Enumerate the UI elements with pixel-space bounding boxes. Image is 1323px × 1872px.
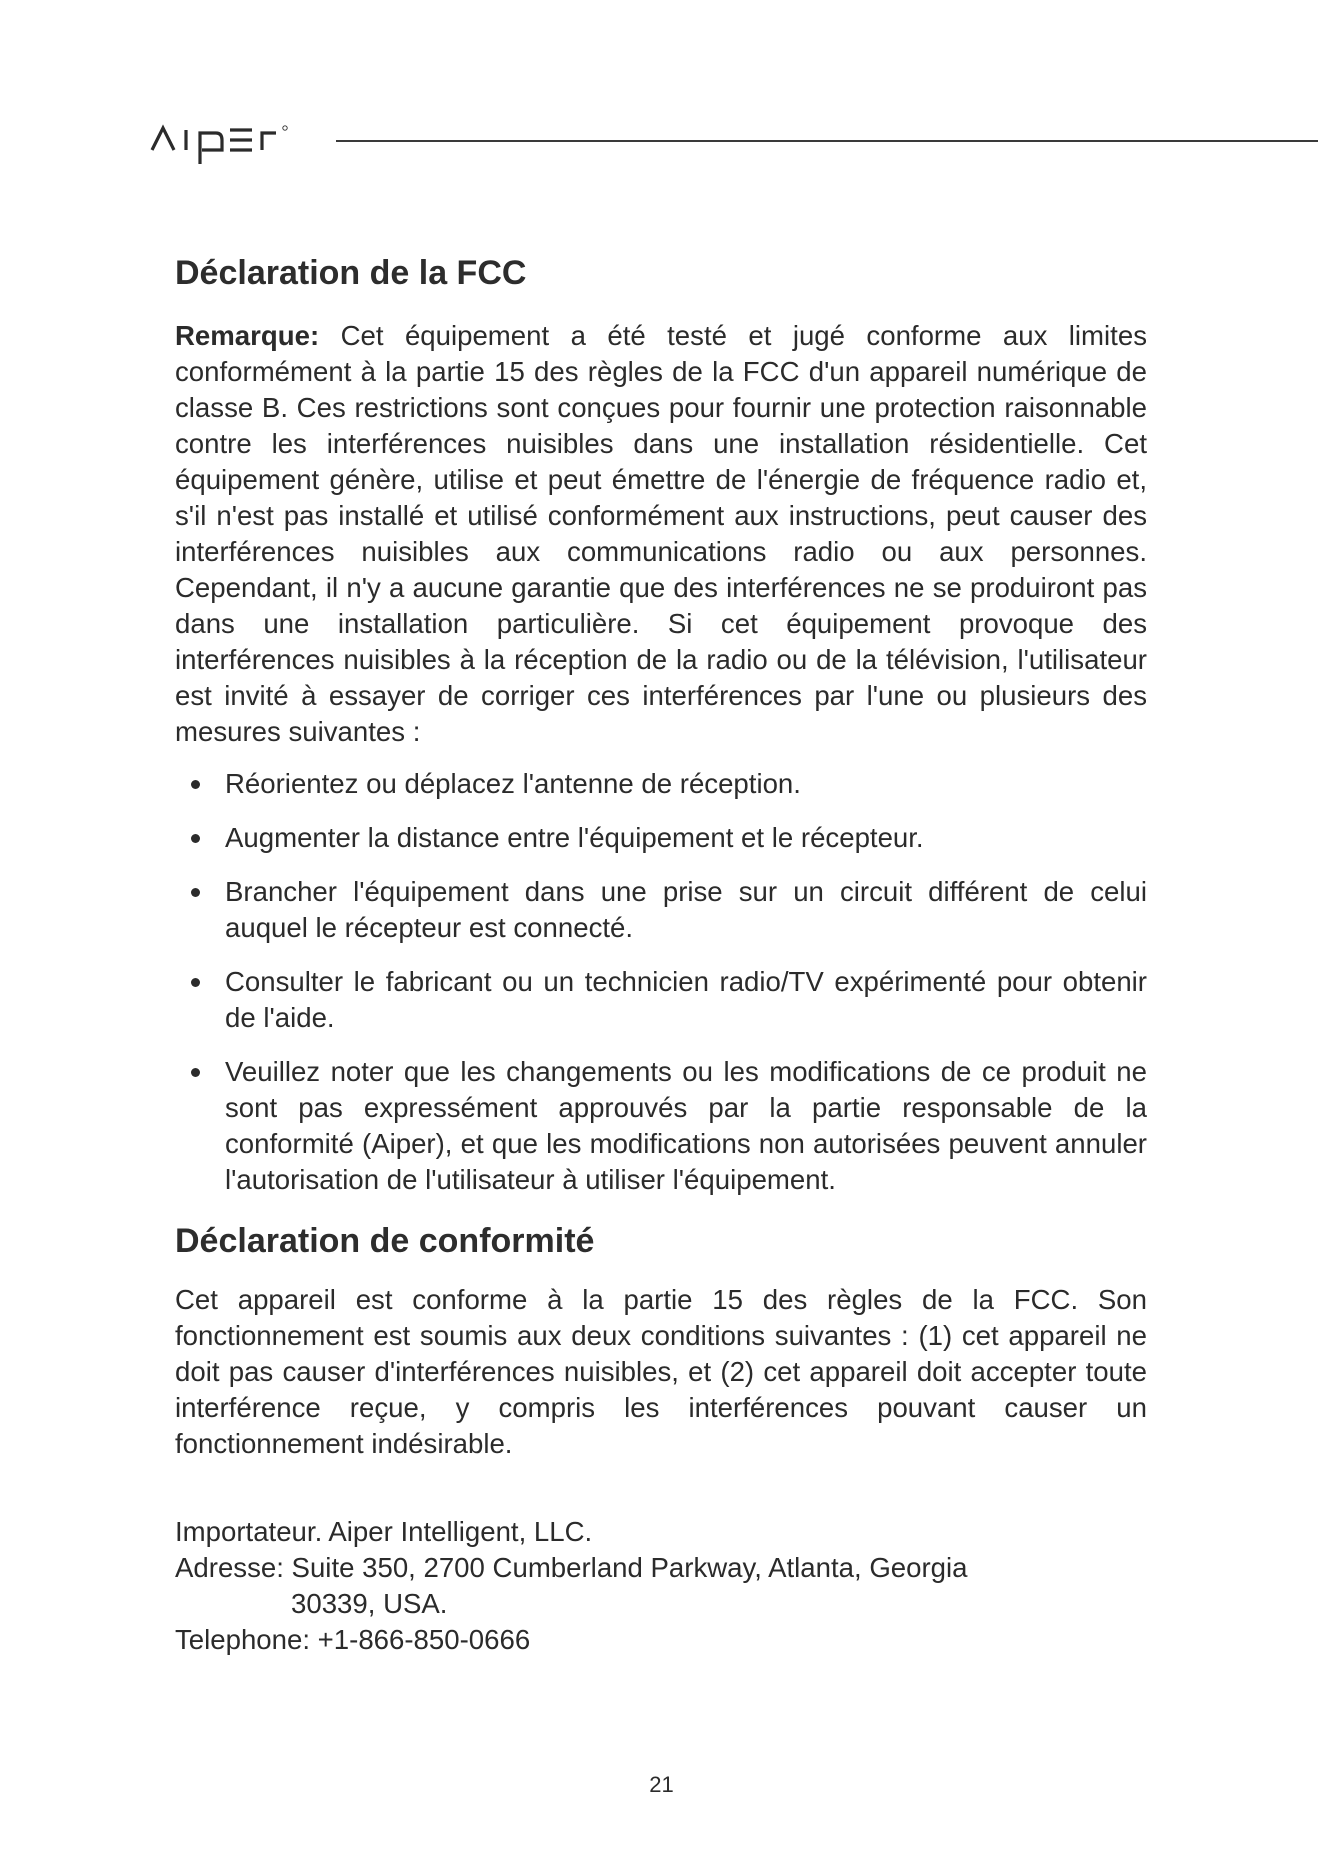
- header-divider: [336, 140, 1318, 142]
- address-line-continued: 30339, USA.: [291, 1588, 448, 1619]
- importer-info: [175, 1514, 1147, 1658]
- aiper-logo: [150, 118, 320, 168]
- list-item-text: Réorientez ou déplacez l'antenne de réception.: [225, 768, 801, 799]
- bullet-icon: [191, 978, 200, 987]
- address-line: Adresse: Suite 350, 2700 Cumberland Parkway, Atlanta, Georgia: [175, 1552, 968, 1583]
- measures-list: [175, 766, 1147, 1198]
- bullet-icon: [191, 780, 200, 789]
- page-header: [150, 118, 1170, 168]
- list-item: [175, 820, 1147, 856]
- list-item-text: Consulter le fabricant ou un technicien radio/TV expérimenté pour obtenir de l'aide.: [225, 966, 1147, 1033]
- list-item-text: Augmenter la distance entre l'équipement et le récepteur.: [225, 822, 924, 853]
- bullet-icon: [191, 834, 200, 843]
- phone-line: Telephone: +1-866-850-0666: [175, 1624, 531, 1655]
- page-content: [175, 252, 1147, 1658]
- bullet-icon: [191, 1068, 200, 1077]
- importer-line: Importateur. Aiper Intelligent, LLC.: [175, 1516, 593, 1547]
- list-item: [175, 766, 1147, 802]
- bullet-icon: [191, 888, 200, 897]
- conformity-declaration-paragraph: Cet appareil est conforme à la partie 15 des règles de la FCC. Son fonctionnement est soumis aux deux conditions suivantes : (1) cet appareil ne doit pas causer d'interférences nuisibles, et (2) cet appareil doit accepter toute interférence reçue, y compris les interférences pouvant causer un fonctionnement indésirable.: [175, 1284, 1147, 1459]
- list-item: [175, 964, 1147, 1036]
- fcc-declaration-paragraph: [175, 318, 1147, 750]
- conformity-declaration-heading: Déclaration de conformité: [175, 1222, 595, 1260]
- page-number: 21: [649, 1772, 674, 1797]
- list-item-text: Brancher l'équipement dans une prise sur un circuit différent de celui auquel le récepteur est connecté.: [225, 876, 1147, 943]
- list-item-text: Veuillez noter que les changements ou les modifications de ce produit ne sont pas expressément approuvés par la partie responsable de la conformité (Aiper), et que les modifications non autorisées peuvent annuler l'autorisation de l'utilisateur à utiliser l'équipement.: [225, 1056, 1147, 1195]
- fcc-declaration-heading: Déclaration de la FCC: [175, 254, 527, 292]
- remark-label: Remarque:: [175, 320, 320, 351]
- list-item: [175, 1054, 1147, 1198]
- fcc-declaration-text: Cet équipement a été testé et jugé conforme aux limites conformément à la partie 15 des règles de la FCC d'un appareil numérique de classe B. Ces restrictions sont conçues pour fournir une protection raisonnable contre les interférences nuisibles dans une installation résidentielle. Cet équipement génère, utilise et peut émettre de l'énergie de fréquence radio et, s'il n'est pas installé et utilisé conformément aux instructions, peut causer des interférences nuisibles aux communications radio ou aux personnes. Cependant, il n'y a aucune garantie que des interférences ne se produiront pas dans une installation particulière. Si cet équipement provoque des interférences nuisibles à la réception de la radio ou de la télévision, l'utilisateur est invité à essayer de corriger ces interférences par l'une ou plusieurs des mesures suivantes :: [175, 320, 1147, 747]
- list-item: [175, 874, 1147, 946]
